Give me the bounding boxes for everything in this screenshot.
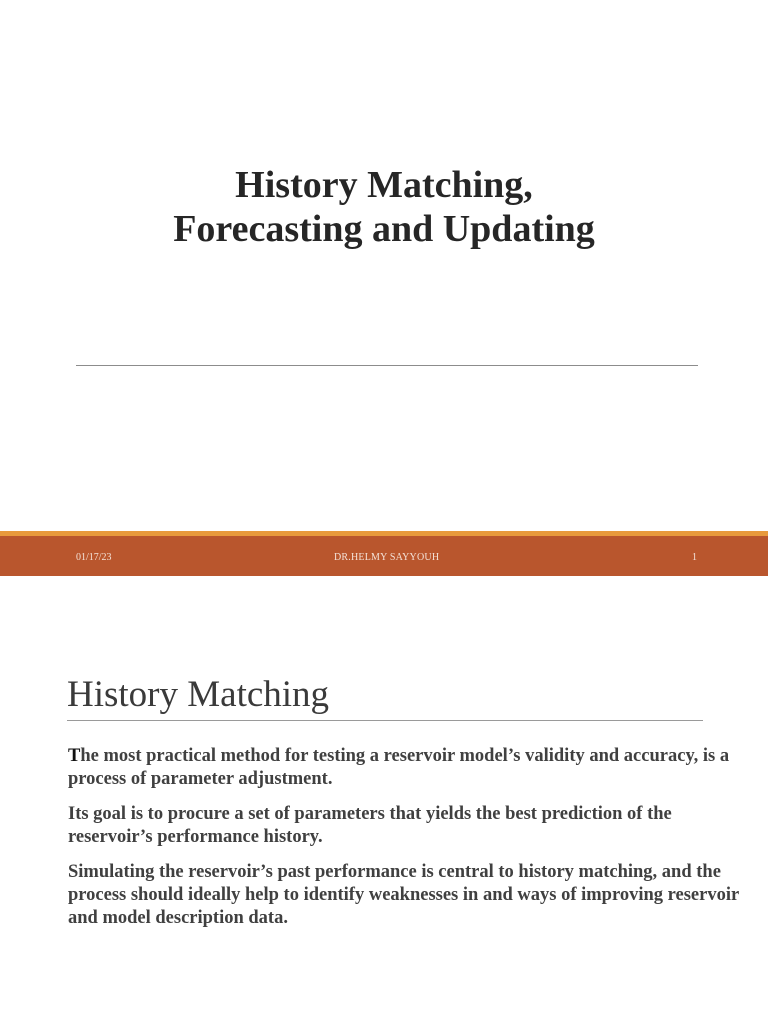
slide-title	[0, 163, 768, 251]
section-title-divider	[67, 720, 703, 721]
slide-title-line-2: Forecasting and Updating	[173, 208, 595, 250]
paragraph-text: Its goal is to procure a set of parameters that yields the best prediction of the reservoir’s performance history.	[68, 804, 672, 847]
slide-title-line-1: History Matching,	[235, 164, 533, 206]
body-paragraph	[68, 803, 748, 849]
slide-body	[68, 745, 748, 942]
section-title: History Matching	[67, 674, 330, 715]
title-divider	[76, 365, 698, 366]
paragraph-initial: T	[68, 746, 81, 766]
body-paragraph	[68, 745, 748, 791]
footer-page-number: 1	[692, 552, 697, 563]
paragraph-text: Simulating the reservoir’s past performance is central to history matching, and the process should ideally help to identify weaknesses in and ways of improving reservoir and model description data.	[68, 862, 739, 928]
footer-date: 01/17/23	[76, 552, 112, 563]
paragraph-text: he most practical method for testing a reservoir model’s validity and accuracy, is a process of parameter adjustment.	[68, 746, 730, 789]
body-paragraph	[68, 861, 748, 930]
footer-author: DR.HELMY SAYYOUH	[334, 552, 440, 563]
slide-footer	[0, 536, 768, 576]
